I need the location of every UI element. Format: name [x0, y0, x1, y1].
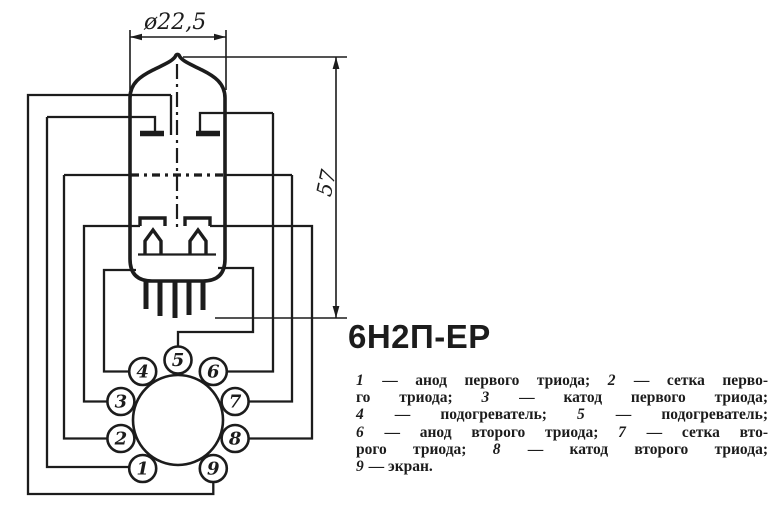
- cathode-2-sleeve: [190, 230, 206, 255]
- height-arrow-bottom: [333, 306, 340, 318]
- socket-pin-6-number: 6: [207, 361, 220, 383]
- legend-text: — экран.: [364, 458, 433, 476]
- legend-text: — сетка перво-: [616, 372, 768, 389]
- legend-text: — катод второго триода;: [501, 440, 768, 458]
- bulb-lead-pins: [146, 281, 203, 318]
- socket-pin-8: [222, 425, 249, 452]
- socket-pin-1-number: 1: [136, 458, 149, 480]
- wire-pin-4-heater: [104, 270, 143, 372]
- legend-text: го триода;: [356, 389, 482, 407]
- legend-text: — подогреватель;: [364, 406, 578, 424]
- legend-line: [356, 372, 768, 389]
- legend-text: — сетка вто-: [626, 423, 768, 441]
- legend-pin-number: 3: [481, 389, 490, 407]
- legend-pin-number: 5: [577, 406, 585, 424]
- diameter-arrow-left: [130, 34, 142, 40]
- anode-1-lead: [47, 117, 155, 131]
- socket-pin-9: [200, 455, 227, 482]
- height-dimension: [183, 57, 347, 318]
- tube-type-title: 6Н2П-ЕР: [348, 318, 491, 355]
- legend-text: — катод первого триода;: [490, 389, 769, 407]
- legend-pin-number: 2: [607, 372, 616, 389]
- socket-pin-9-number: 9: [207, 458, 220, 480]
- socket-pin-7-number: 7: [228, 391, 242, 413]
- legend-line: [356, 441, 768, 458]
- socket-pin-7: [222, 388, 249, 415]
- socket-circle: [133, 375, 223, 465]
- cathode-1-bracket: [140, 218, 165, 226]
- socket-pin-6: [200, 358, 227, 385]
- legend-line: [356, 424, 768, 441]
- socket-basing-view: [107, 347, 248, 483]
- legend-text: — анод второго триода;: [364, 423, 619, 441]
- diameter-arrow-right: [214, 34, 226, 40]
- legend-text: — анод первого триода;: [364, 372, 608, 389]
- cathode-2-bracket: [185, 218, 210, 226]
- legend-text: рого триода;: [356, 440, 493, 458]
- legend-pin-number: 7: [618, 423, 626, 441]
- wire-pin-7-grid-2: [235, 175, 292, 402]
- socket-pin-5-number: 5: [171, 350, 185, 371]
- socket-pin-4: [129, 358, 156, 385]
- legend-line: [356, 458, 768, 475]
- socket-pin-8-number: 8: [228, 428, 242, 450]
- legend-pin-number: 9: [356, 458, 364, 476]
- legend-pin-number: 8: [492, 440, 501, 458]
- socket-pin-2: [107, 425, 134, 452]
- socket-pin-1: [129, 455, 156, 482]
- anode-2-lead: [200, 113, 273, 131]
- legend-line: [356, 406, 768, 423]
- socket-pin-2-number: 2: [114, 428, 128, 450]
- socket-pin-3-number: 3: [114, 391, 128, 413]
- height-arrow-top: [333, 57, 340, 69]
- diameter-dimension-label: ø22,5: [144, 10, 207, 35]
- height-dimension-label: 57: [311, 167, 342, 199]
- socket-pin-3: [107, 388, 134, 415]
- socket-pin-5: [165, 347, 192, 374]
- legend-pin-number: 1: [356, 372, 364, 389]
- socket-pin-4-number: 4: [136, 361, 149, 383]
- legend-pin-number: 4: [356, 406, 364, 424]
- legend: [356, 372, 768, 475]
- diameter-dimension-lines: [130, 30, 226, 90]
- legend-text: — подогреватель;: [585, 406, 768, 424]
- legend-line: [356, 389, 768, 406]
- legend-pin-number: 6: [356, 423, 364, 441]
- cathode-1-sleeve: [145, 230, 161, 255]
